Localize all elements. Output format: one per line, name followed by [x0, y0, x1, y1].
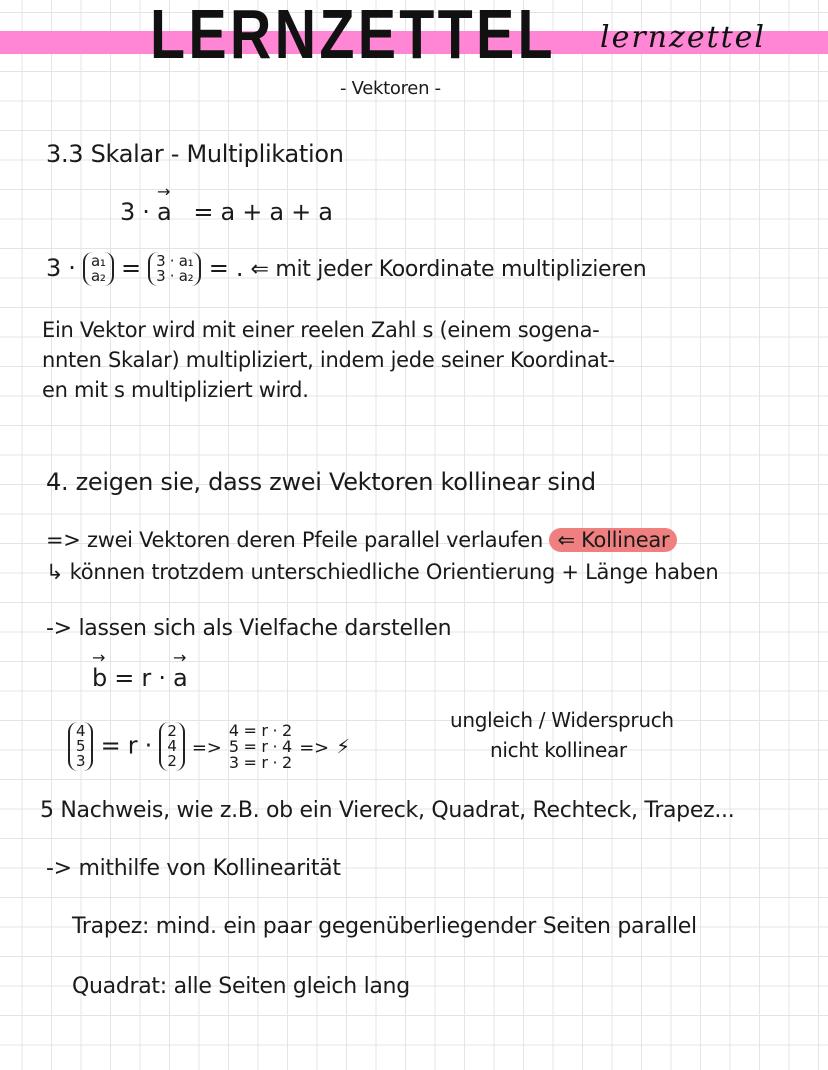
eq-text: = r ·: [100, 731, 152, 760]
matrix-entry: 3: [76, 752, 86, 770]
result-text: ungleich / Widerspruch: [450, 708, 674, 732]
page-title: LERNZETTEL: [150, 0, 556, 73]
paragraph-line: nnten Skalar) multipliziert, indem jede seiner Koordinat-: [42, 348, 615, 372]
trapez-definition: Trapez: mind. ein paar gegenüberliegender Seiten parallel: [72, 914, 697, 939]
result-text: nicht kollinear: [490, 738, 627, 762]
page-title-script: lernzettel: [600, 20, 767, 55]
section-5-heading: 5 Nachweis, wie z.B. ob ein Viereck, Quadrat, Rechteck, Trapez...: [40, 798, 735, 823]
matrix-entry: a₂: [90, 267, 106, 285]
kollinear-badge: ⇐ Kollinear: [549, 528, 677, 552]
equation: 4 = r · 2: [228, 720, 292, 740]
lightning-icon: ⚡: [336, 734, 350, 759]
matrix: [148, 252, 201, 286]
equation-1: [120, 198, 333, 226]
matrix-entry: 3 · a₂: [156, 267, 194, 285]
arrow: =>: [191, 737, 222, 759]
eq-text: =: [120, 254, 141, 282]
arrow: =>: [299, 737, 329, 759]
matrix: [159, 722, 184, 771]
vector-b: → b: [92, 664, 107, 692]
equation-system: [228, 720, 292, 772]
section-3-3-heading: 3.3 Skalar - Multiplikation: [46, 140, 344, 168]
eq-text: = r ·: [114, 664, 166, 692]
section-4-line-3: -> lassen sich als Vielfache darstellen: [46, 616, 452, 641]
paragraph-line: en mit s multipliziert wird.: [42, 378, 309, 402]
section-4-line-1: [46, 528, 677, 552]
collinearity-example: [68, 722, 350, 771]
matrix: [83, 252, 114, 286]
text: => zwei Vektoren deren Pfeile parallel verlaufen: [46, 528, 544, 552]
matrix-entry: 2: [167, 722, 177, 740]
section-4-heading: 4. zeigen sie, dass zwei Vektoren kollinear sind: [46, 468, 596, 496]
vector-a: → a: [173, 664, 187, 692]
equation-b-ra: [92, 664, 187, 692]
vector-a: → a: [157, 198, 171, 226]
section-5-line-1: -> mithilfe von Kollinearität: [46, 856, 341, 881]
quadrat-definition: Quadrat: alle Seiten gleich lang: [72, 974, 410, 999]
paragraph-line: Ein Vektor wird mit einer reelen Zahl s (einem sogena-: [42, 318, 600, 342]
eq-text: = a + a + a: [193, 198, 333, 226]
matrix-entry: a₁: [90, 252, 106, 270]
note: ⇐ mit jeder Koordinate multiplizieren: [250, 257, 647, 282]
equation: 3 = r · 2: [228, 752, 292, 772]
eq-text: = .: [208, 254, 244, 282]
eq-text: 3 ·: [120, 198, 150, 226]
matrix-entry: 3 · a₁: [156, 252, 194, 270]
matrix-entry: 4: [167, 737, 177, 755]
matrix: [68, 722, 93, 771]
equation-2: [46, 252, 646, 286]
section-4-line-2: ↳ können trotzdem unterschiedliche Orientierung + Länge haben: [46, 560, 719, 584]
equation: 5 = r · 4: [228, 736, 292, 756]
matrix-entry: 2: [167, 752, 177, 770]
eq-text: 3 ·: [46, 254, 76, 282]
subtitle: - Vektoren -: [340, 78, 441, 99]
matrix-entry: 5: [76, 737, 86, 755]
matrix-entry: 4: [76, 722, 86, 740]
